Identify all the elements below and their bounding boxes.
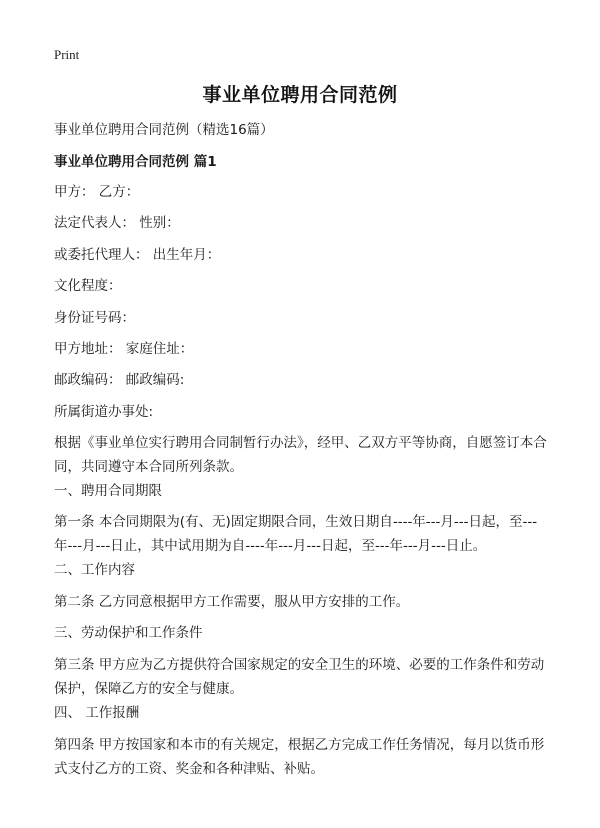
section-body-1: 第一条 本合同期限为(有、无)固定期限合同，生效日期自----年---月---日起，至---年---月---日止，其中试用期为自----年---月---日起，至---年---月---日止。 xyxy=(54,514,538,554)
field-street-office: 所属街道办事处: xyxy=(54,404,154,420)
field-postcode: 邮政编码： 邮政编码: xyxy=(54,372,185,388)
field-party: 甲方： 乙方： xyxy=(54,184,140,200)
document-title: 事业单位聘用合同范例 xyxy=(202,84,398,106)
field-education: 文化程度： xyxy=(54,278,122,294)
section-body-4: 第四条 甲方按国家和本市的有关规定，根据乙方完成工作任务情况，每月以货币形式支付乙方的工资、奖金和各种津贴、补贴。 xyxy=(54,737,545,777)
field-address: 甲方地址： 家庭住址： xyxy=(54,341,194,357)
section-heading-2: 二、工作内容 xyxy=(54,562,135,578)
field-id-number: 身份证号码： xyxy=(54,310,135,326)
section-heading-1: 一、聘用合同期限 xyxy=(54,483,162,499)
document-subtitle: 事业单位聘用合同范例（精选16篇） xyxy=(54,122,274,138)
field-legal-rep: 法定代表人： 性别： xyxy=(54,215,180,231)
field-agent: 或委托代理人： 出生年月： xyxy=(54,247,221,263)
section-heading-4: 四、 工作报酬 xyxy=(54,705,140,721)
section-heading: 事业单位聘用合同范例 篇1 xyxy=(54,154,217,170)
section-heading-3: 三、劳动保护和工作条件 xyxy=(54,625,203,641)
section-body-2: 第二条 乙方同意根据甲方工作需要，服从甲方安排的工作。 xyxy=(54,594,410,610)
intro-paragraph: 根据《事业单位实行聘用合同制暂行办法》，经甲、乙双方平等协商，自愿签订本合同，共同遵守本合同所列条款。 xyxy=(54,435,547,475)
print-label[interactable]: Print xyxy=(54,47,80,62)
section-body-3: 第三条 甲方应为乙方提供符合国家规定的安全卫生的环境、必要的工作条件和劳动保护，保障乙方的安全与健康。 xyxy=(54,657,545,697)
